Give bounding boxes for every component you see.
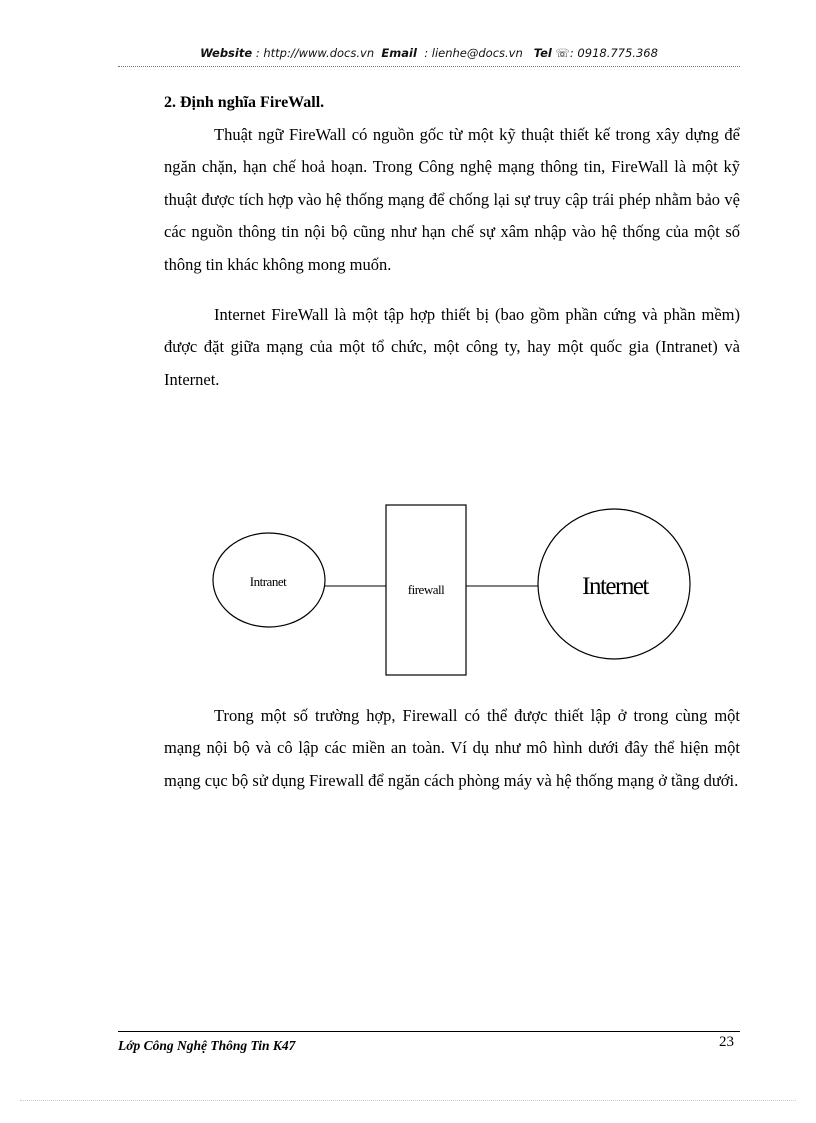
website-label: Website — [200, 46, 253, 60]
firewall-label: firewall — [407, 582, 445, 597]
page-header — [118, 46, 740, 60]
main-content — [164, 94, 740, 396]
tel-label: Tel — [533, 46, 552, 60]
internet-label: Internet — [582, 573, 648, 600]
email-value: : lienhe@docs.vn — [424, 46, 523, 60]
paragraph-definition: Thuật ngữ FireWall có nguồn gốc từ một kỹ thuật thiết kế trong xây dựng để ngăn chặn, hạn chế hoả hoạn. Trong Công nghệ mạng thông tin, FireWall là một kỹ thuật được tích hợp vào hệ thống mạng để chống lại sự truy cập trái phép nhằm bảo vệ các nguồn thông tin nội bộ cũng như hạn chế sự xâm nhập vào hệ thống của một số thông tin khác không mong muốn. — [164, 125, 740, 274]
email-label: Email — [381, 46, 417, 60]
footer-class-name: Lớp Công Nghệ Thông Tin K47 — [118, 1038, 296, 1053]
page-number: 23 — [719, 1034, 734, 1050]
paragraph-internal-firewall: Trong một số trường hợp, Firewall có thể được thiết lập ở trong cùng một mạng nội bộ và cô lập các miền an toàn. Ví dụ như mô hình dưới đây thể hiện một mạng cục bộ sử dụng Firewall để ngăn cách phòng máy và hệ thống mạng ở tầng dưới. — [164, 706, 740, 790]
header-divider — [118, 66, 740, 67]
paragraph-internet-firewall: Internet FireWall là một tập hợp thiết bị (bao gồm phần cứng và phần mềm) được đặt giữa mạng của một tổ chức, một công ty, hay một quốc gia (Intranet) và Internet. — [164, 305, 740, 389]
page-bottom-edge — [20, 1100, 796, 1101]
footer-divider — [118, 1031, 740, 1032]
firewall-diagram — [164, 500, 740, 680]
tel-value: : 0918.775.368 — [569, 46, 658, 60]
lower-content — [164, 700, 740, 797]
phone-icon: ☏ — [555, 46, 570, 60]
website-value: : http://www.docs.vn — [255, 46, 375, 60]
section-heading: 2. Định nghĩa FireWall. — [164, 94, 325, 111]
intranet-label: Intranet — [249, 574, 287, 589]
